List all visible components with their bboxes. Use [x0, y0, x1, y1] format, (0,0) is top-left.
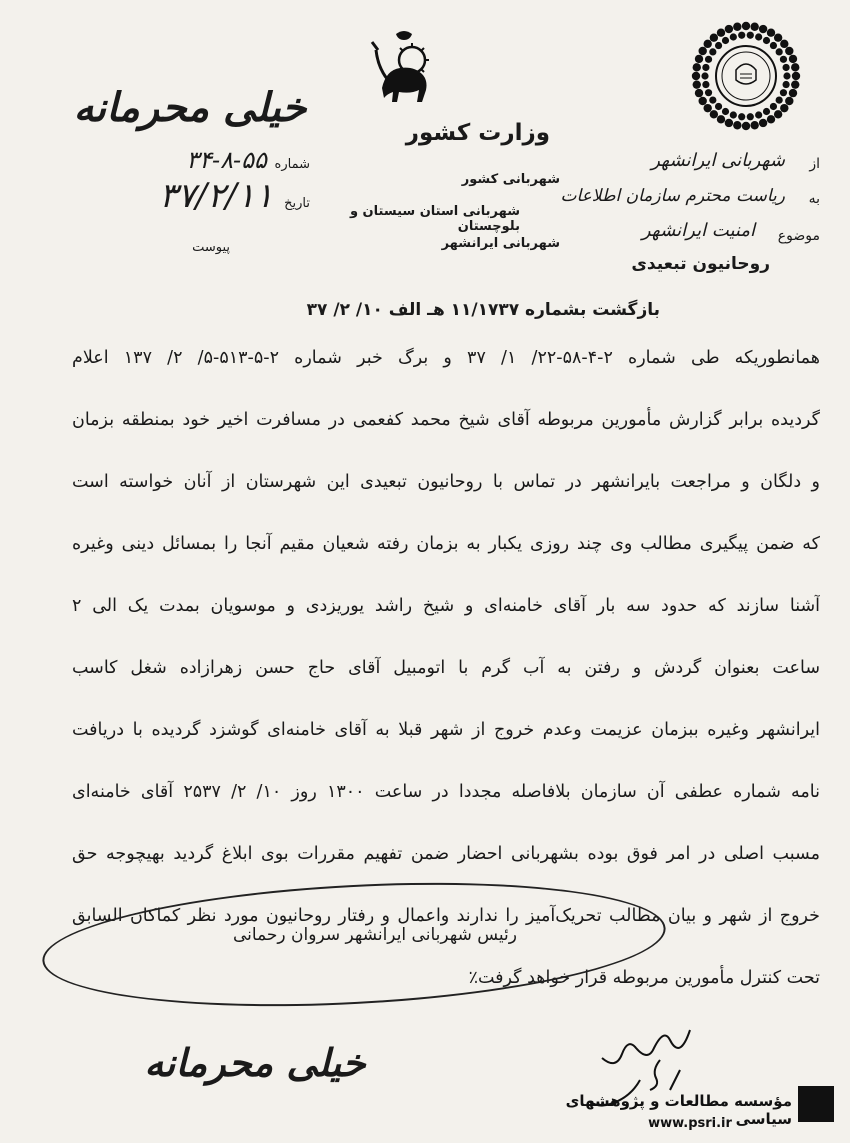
lion-and-sun-emblem-icon	[368, 30, 440, 112]
from-value: شهربانی ایرانشهر	[651, 150, 785, 171]
body-line: خروج از شهر و بیان مطالب تحریک‌آمیز را ندارند واعمال و رفتار روحانیون مورد نظر کماکان السابق	[72, 906, 820, 926]
body-line: نامه شماره عطفی آن سازمان بلافاصله مجددا در ساعت ۱۳۰۰ روز ۱۰/ ۲/ ۲۵۳۷ آقای خامنه‌ای	[72, 782, 820, 802]
attachment-label: پیوست	[192, 240, 230, 255]
date-label: تاریخ	[284, 196, 310, 211]
subject-value: امنیت ایرانشهر	[641, 220, 755, 241]
number-label: شماره	[274, 157, 310, 172]
institute-logo-icon	[798, 1086, 834, 1122]
body-line: ساعت بعنوان گردش و رفتن به آب گرم با اتومبیل آقای حاج حسن زهرازاده شغل کاسب	[72, 658, 820, 678]
body-line: تحت کنترل مأمورین مربوطه قرار خواهد گرفت٪	[468, 968, 820, 988]
body-line: آشنا سازند که حدود سه بار آقای خامنه‌ای و شیخ راشد یوریزدی و موسویان بمدت یک الی ۲	[72, 596, 820, 616]
subject-label: موضوع	[777, 228, 820, 244]
body-line: گردیده برابر گزارش مأمورین مربوطه آقای شیخ محمد کفعمی در مسافرت اخیر خود بمنطقه بزمان	[72, 410, 820, 430]
body-line: و دلگان و مراجعت بایرانشهر در تماس با روحانیون تبعیدی این شهرستان از آنان خواسته است	[72, 472, 820, 492]
classification-handwritten-footer: خیلی محرمانه	[144, 1040, 366, 1085]
signature-block: رئیس شهربانی ایرانشهر سروان رحمانی	[233, 925, 517, 945]
body-line: مسبب اصلی در امر فوق بوده بشهربانی احضار ضمن تفهیم مقررات بوی ابلاغ گردید بهیچوجه حق	[72, 844, 820, 864]
reference-line: بازگشت بشماره ۱۱/۱۷۳۷ هـ الف ۱۰/ ۲/ ۳۷	[306, 300, 660, 320]
classification-handwritten-title: خیلی محرمانه	[73, 84, 307, 131]
round-seal-stamp-icon	[690, 20, 802, 132]
body-line: همانطوریکه طی شماره ۲-۴-۵۸-۲۲/ ۱/ ۳۷ و برگ خبر شماره ۲-۵-۵۱۳-۵/ ۲/ ۱۳۷ اعلام	[72, 348, 820, 368]
number-value: ۵۵-۸-۳۴	[186, 146, 267, 174]
letter-number	[10, 146, 310, 174]
to-value: ریاست محترم سازمان اطلاعات	[560, 186, 785, 206]
org-line-province-police: شهربانی استان سیستان و بلوچستان	[349, 204, 520, 234]
ministry-heading: وزارت کشور	[405, 120, 550, 146]
watermark-url: www.psri.ir	[648, 1116, 732, 1131]
from-label: از	[809, 156, 820, 172]
attachment-line	[100, 236, 230, 255]
subject-line-two: روحانیون تبعیدی	[631, 254, 770, 274]
org-line-city-police: شهربانی ایرانشهر	[441, 236, 560, 251]
body-line: که ضمن پیگیری مطالب وی چند روزی یکبار به بزمان رفته شعیان مقیم آنجا را بمسائل دینی وغیره	[72, 534, 820, 554]
org-line-national-police: شهربانی کشور	[461, 172, 560, 187]
date-value: ۳۷/۲/۱۱	[159, 176, 274, 216]
body-line: ایرانشهر وغیره ببزمان عزیمت وعدم خروج از شهر قبلا به آقای خامنه‌ای گوشزد گردیده با دریافت	[72, 720, 820, 740]
letter-date	[10, 176, 310, 216]
to-label: به	[808, 191, 820, 207]
watermark-org: مؤسسه مطالعات و پژوهشهای سیاسی	[565, 1092, 792, 1128]
